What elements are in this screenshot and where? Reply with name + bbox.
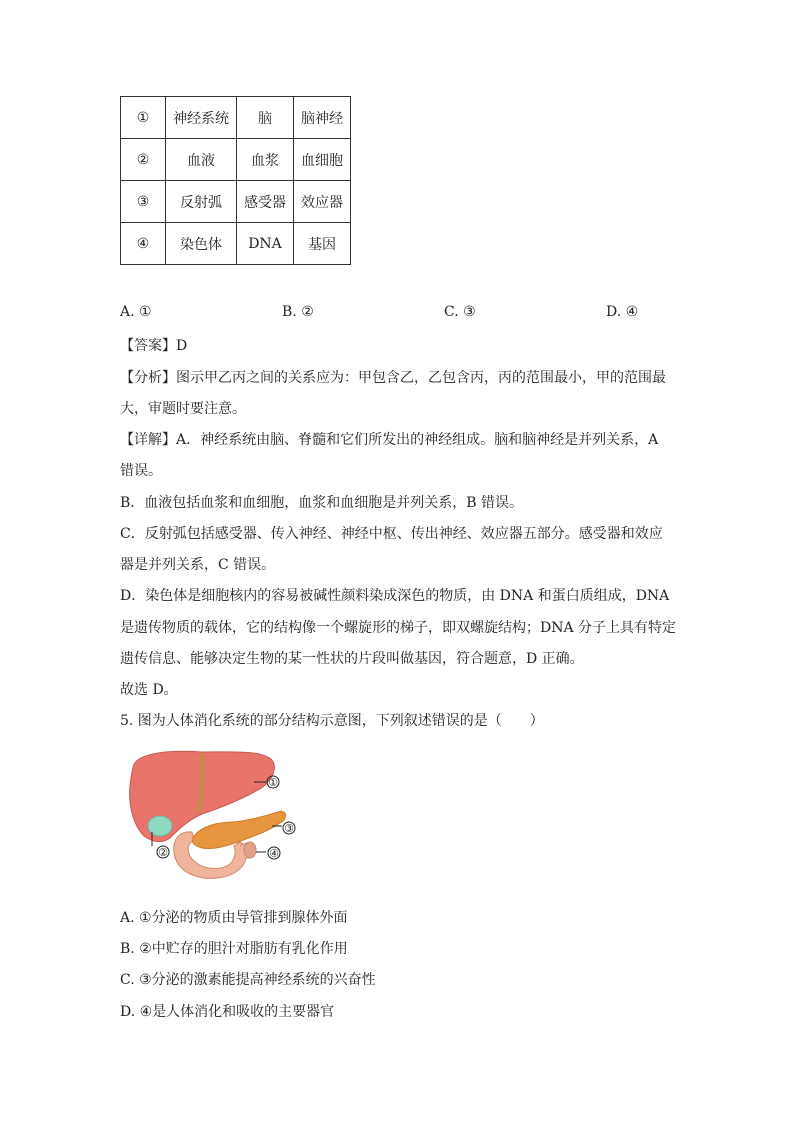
- label-3: ③: [284, 822, 294, 835]
- detail-line: 是遗传物质的载体，它的结构像一个螺旋形的梯子，即双螺旋结构；DNA 分子上具有特定: [120, 620, 677, 636]
- detail-line: C．反射弧包括感受器、传入神经、神经中枢、传出神经、效应器五部分。感受器和效应: [120, 526, 663, 542]
- table-row: [121, 139, 351, 181]
- digestive-system-figure: [122, 746, 312, 886]
- choice-a: A. ①分泌的物质由导管排到腺体外面: [120, 910, 348, 926]
- table-cell: ③: [121, 181, 166, 223]
- table-cell: 基因: [294, 223, 351, 265]
- detail-line: 器是并列关系，C 错误。: [120, 557, 276, 573]
- relation-table: [120, 96, 351, 265]
- choice-d: D. ④是人体消化和吸收的主要器官: [120, 1004, 335, 1020]
- question-stem: 5. 图为人体消化系统的部分结构示意图，下列叙述错误的是（ ）: [120, 713, 544, 729]
- table-cell: 反射弧: [166, 181, 237, 223]
- detail-line: 遗传信息、能够决定生物的某一性状的片段叫做基因，符合题意，D 正确。: [120, 651, 584, 667]
- label-4: ④: [269, 847, 279, 860]
- table-cell: 效应器: [294, 181, 351, 223]
- choice-b: B. ②中贮存的胆汁对脂肪有乳化作用: [120, 941, 348, 957]
- table-cell: ②: [121, 139, 166, 181]
- option-c: C. ③: [444, 304, 476, 320]
- table-row: [121, 223, 351, 265]
- table-row: [121, 181, 351, 223]
- detail-line: 错误。: [120, 463, 162, 479]
- table-cell: 脑神经: [294, 97, 351, 139]
- detail-line: D．染色体是细胞核内的容易被碱性颜料染成深色的物质，由 DNA 和蛋白质组成，DNA: [120, 588, 670, 604]
- option-b: B. ②: [282, 304, 314, 320]
- analysis-line: 【分析】图示甲乙丙之间的关系应为：甲包含乙，乙包含丙，丙的范围最小，甲的范围最: [120, 370, 666, 386]
- table-cell: 血细胞: [294, 139, 351, 181]
- answer-line: 【答案】D: [120, 338, 188, 354]
- table-cell: 脑: [237, 97, 294, 139]
- analysis-line: 大，审题时要注意。: [120, 401, 246, 417]
- detail-line: B．血液包括血浆和血细胞，血浆和血细胞是并列关系，B 错误。: [120, 495, 524, 511]
- table-cell: 感受器: [237, 181, 294, 223]
- table-cell: 染色体: [166, 223, 237, 265]
- conclusion-line: 故选 D。: [120, 682, 178, 698]
- choice-c: C. ③分泌的激素能提高神经系统的兴奋性: [120, 972, 376, 988]
- table-cell: 血液: [166, 139, 237, 181]
- table-row: [121, 97, 351, 139]
- option-d: D. ④: [606, 304, 639, 320]
- table-cell: 神经系统: [166, 97, 237, 139]
- detail-line: 【详解】A．神经系统由脑、脊髓和它们所发出的神经组成。脑和脑神经是并列关系，A: [120, 432, 659, 448]
- label-1: ①: [268, 776, 278, 789]
- table-cell: 血浆: [237, 139, 294, 181]
- option-a: A. ①: [120, 304, 152, 320]
- label-2: ②: [158, 846, 168, 859]
- table-cell: ①: [121, 97, 166, 139]
- intestine-opening: [244, 842, 256, 858]
- table-cell: DNA: [237, 223, 294, 265]
- table-cell: ④: [121, 223, 166, 265]
